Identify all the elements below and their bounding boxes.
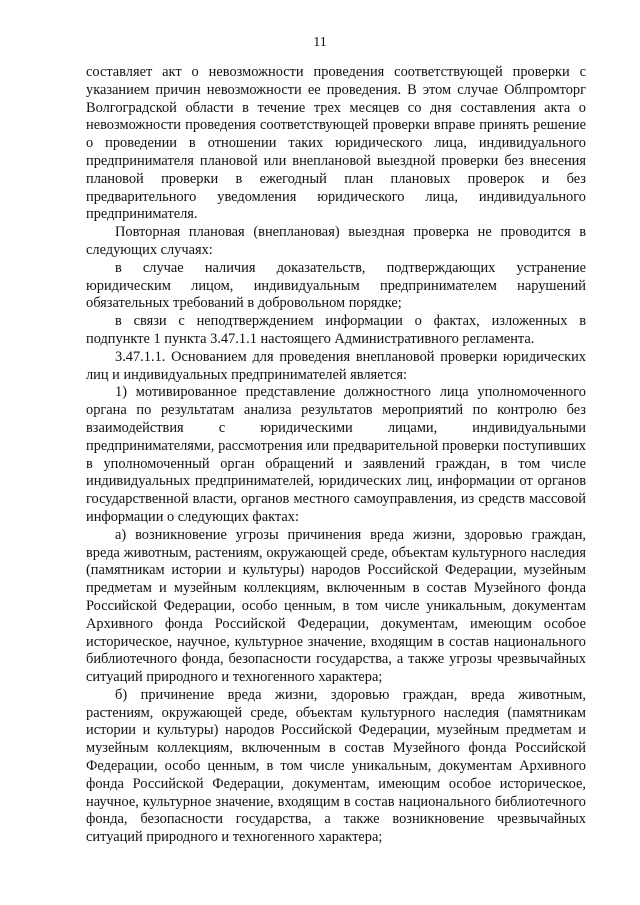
paragraph-item-b-harm-caused: б) причинение вреда жизни, здоровью граждан, вреда животным, растениям, окружающей среде, объектам культурного наследия (памятникам истории и культуры) народов Российской Федерации, музейным предметам и музейным коллекциям, включенным в состав Музейного фонда Российской Федерации, особо ценным, в том числе уникальным, документам Архивного фонда Российской Федерации, документам, имеющим особое историческое, научное, культурное значение, входящим в состав национального библиотечного фонда, безопасности государства, а также возникновение чрезвычайных ситуаций природного и техногенного характера;: [86, 686, 586, 846]
paragraph-item-1-motivated-presentation: 1) мотивированное представление должностного лица уполномоченного органа по результатам анализа результатов мероприятий по контролю без взаимодействия с юридическими лицами, индивидуальными предпринимателями, рассмотрения или предварительной проверки поступивших в уполномоченный орган обращений и заявлений граждан, в том числе индивидуальных предпринимателей, юридических лиц, информации от органов государственной власти, органов местного самоуправления, из средств массовой информации о следующих фактах:: [86, 384, 586, 525]
paragraph-repeat-inspection-cases: Повторная плановая (внеплановая) выездная проверка не проводится в следующих случаях:: [86, 224, 586, 258]
paragraph-case-unconfirmed-information: в связи с неподтверждением информации о фактах, изложенных в подпункте 1 пункта 3.47.1.1 настоящего Административного регламента.: [86, 313, 586, 347]
paragraph-section-3-47-1-1: 3.47.1.1. Основанием для проведения внеплановой проверки юридических лиц и индивидуальных предпринимателей является:: [86, 348, 586, 383]
page-number: 11: [313, 35, 327, 50]
paragraph-case-evidence-elimination: в случае наличия доказательств, подтверждающих устранение юридическим лицом, индивидуальным предпринимателем нарушений обязательных требований в добровольном порядке;: [86, 259, 586, 312]
document-body: [86, 64, 586, 847]
paragraph-item-a-threat-of-harm: а) возникновение угрозы причинения вреда жизни, здоровью граждан, вреда животным, растениям, окружающей среде, объектам культурного наследия (памятникам истории и культуры) народов Российской Федерации, музейным предметам и музейным коллекциям, включенным в состав Музейного фонда Российской Федерации, особо ценным, в том числе уникальным, документам Архивного фонда Российской Федерации, документам, имеющим особое историческое, научное, культурное значение, входящим в состав национального библиотечного фонда, безопасности государства, а также угрозы чрезвычайных ситуаций природного и техногенного характера;: [86, 526, 586, 686]
paragraph-continuation-inspection-act: составляет акт о невозможности проведения соответствующей проверки с указанием причин невозможности ее проведения. В этом случае Облпромторг Волгоградской области в течение трех месяцев со дня составления акта о невозможности проведения соответствующей проверки вправе принять решение о проведении в отношении таких юридического лица, индивидуального предпринимателя плановой или внеплановой выездной проверки без внесения плановой проверки в ежегодный план плановых проверок и без предварительного уведомления юридического лица, индивидуального предпринимателя.: [86, 64, 586, 223]
